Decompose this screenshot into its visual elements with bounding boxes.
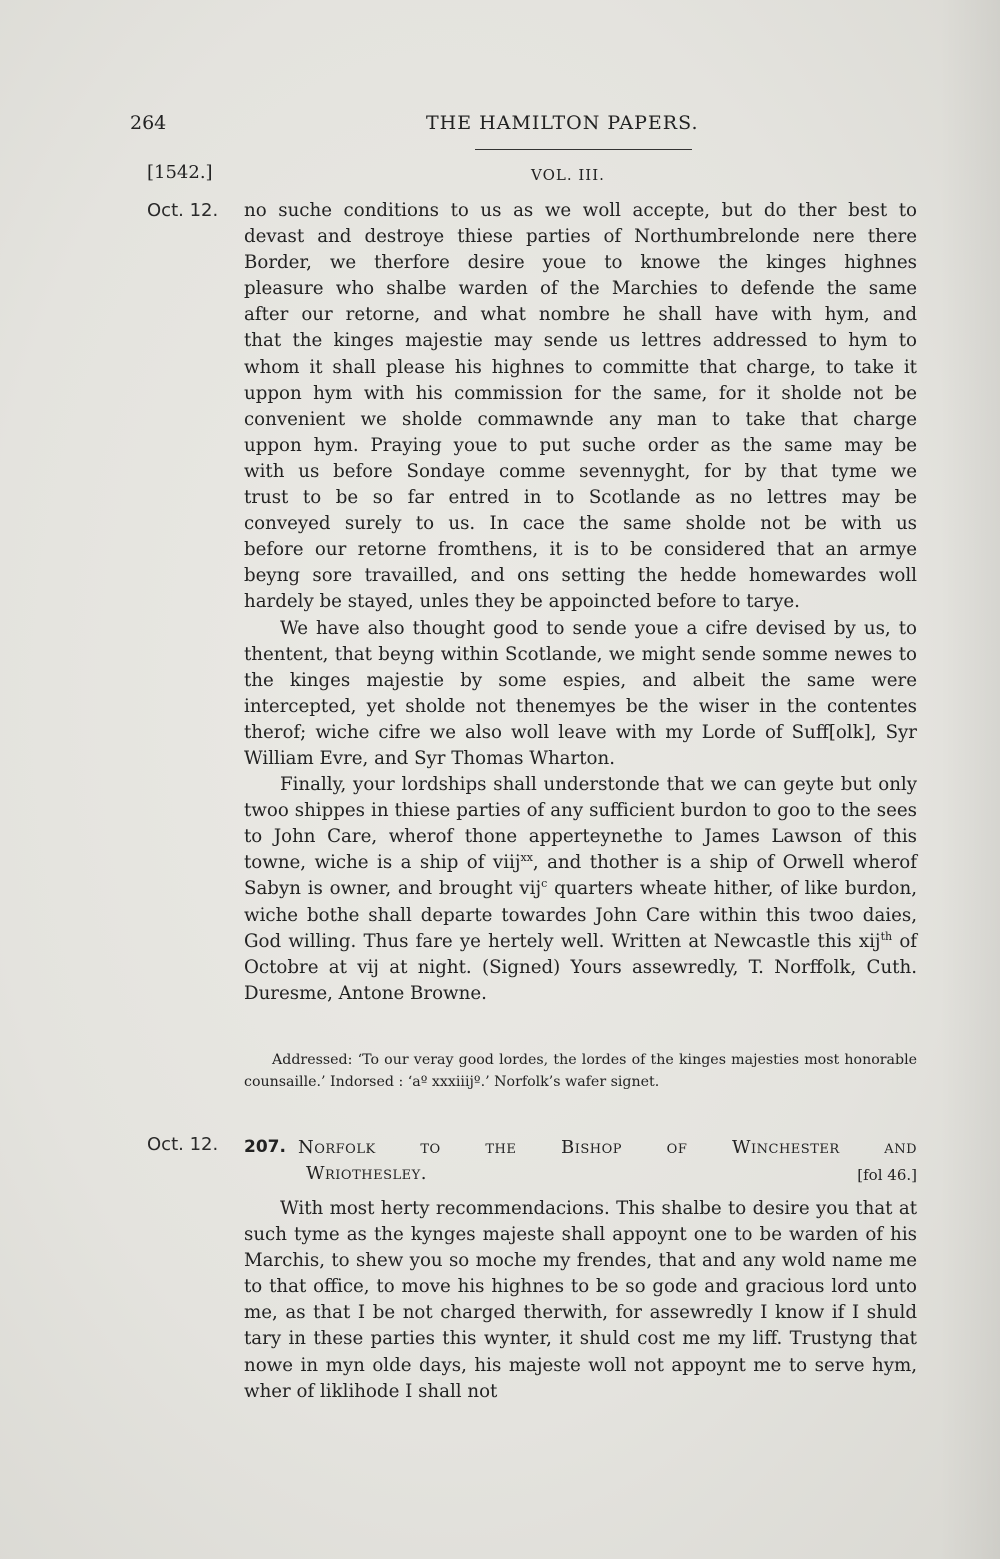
entry-title-line2: Wriothesley. <box>306 1163 427 1184</box>
volume-label: VOL. III. <box>531 166 605 184</box>
text-line: Border, we therfore desire youe to knowe the kinges highnes <box>244 252 917 274</box>
text-line: pleasure who shalbe warden of the Marchies to defende the same <box>244 278 917 300</box>
text-line: beyng sore travailled, and ons setting the hedde homewardes woll <box>244 565 917 587</box>
year-marker: [1542.] <box>147 162 213 183</box>
page-gutter-shadow <box>940 0 1000 1559</box>
text-line: no suche conditions to us as we woll accepte, but do ther best to <box>244 200 917 221</box>
address-text: Addressed: ‘To our veray good lordes, the lordes of the kinges majesties most honorable counsaille.’ Indorsed : ‘aº xxxiiijº.’ Norfolk’s wafer signet. <box>244 1052 917 1090</box>
entry-number: 207. <box>244 1137 286 1157</box>
text-line: uppon hym. Praying youe to put suche order as the same may be <box>244 434 917 456</box>
text-line: that the kinges majestie may sende us lettres addressed to hym to <box>244 330 917 352</box>
superscript: xx <box>520 851 533 865</box>
letter-body-2 <box>244 1196 917 1405</box>
heading-line-1 <box>244 1137 917 1158</box>
para-segment: Finally, your lordships shall understonde that we can geyte but only twoo shippes in thiese parties of any sufficient burdon to goo to the sees to John Care, wherof thone apperteynethe to James Lawson of this towne, wiche is a ship of viij <box>244 774 917 874</box>
folio-reference: [fol 46.] <box>857 1166 917 1184</box>
text-line: before our retorne fromthens, it is to be considered that an armye <box>244 539 917 561</box>
para-segment: , and thother is a ship of Orwell wherof Sabyn is owner, and brought vij <box>244 852 917 900</box>
header-rule <box>475 149 692 150</box>
text-line: trust to be so far entred in to Scotlande as no lettres may be <box>244 487 917 509</box>
superscript: th <box>880 929 893 943</box>
address-note <box>244 1049 917 1093</box>
text-line: convenient we sholde commawnde any man to take that charge <box>244 408 917 430</box>
margin-date-2: Oct. 12. <box>147 1134 219 1155</box>
page-header <box>130 112 920 142</box>
paragraph-finally <box>244 772 917 1007</box>
text-line: uppon hym with his commission for the same, for it sholde not be <box>244 382 917 404</box>
page-number: 264 <box>130 112 167 134</box>
entry-title-line1: Norfolk to the Bishop of Winchester and <box>297 1137 917 1158</box>
text-line: with us before Sondaye comme sevennyght, for by that tyme we <box>244 460 917 482</box>
margin-date-1: Oct. 12. <box>147 200 219 221</box>
running-title: THE HAMILTON PAPERS. <box>426 112 699 134</box>
text-line: devast and destroye thiese parties of Northumbrelonde nere there <box>244 226 917 248</box>
text-line: conveyed surely to us. In cace the same sholde not be with us <box>244 513 917 535</box>
text-line: hardely be stayed, unles they be appoincted before to tarye. <box>244 591 800 613</box>
letter-body-1 <box>244 198 917 1007</box>
superscript: c <box>541 877 548 891</box>
para-segment: of Octobre at vij at night. (Signed) Yours assewredly, T. Norffolk, Cuth. Duresme, Antone Browne. <box>244 930 917 1004</box>
paragraph-recommendations: With most herty recommendacions. This shalbe to desire you that at such tyme as the kynges majeste shall appoynt one to be warden of his Marchis, to shew you so moche my frendes, that and any wold name me to that office, to move his highnes to be so gode and gracious lord unto me, as that I be not charged therwith, for assewredly I know if I shuld tary in these parties this wynter, it shuld cost me my liff. Trustyng that nowe in myn olde days, his majeste woll not appoynt me to serve hym, wher of liklihode I shall not <box>244 1198 917 1402</box>
text-line: after our retorne, and what nombre he shall have with hym, and <box>244 304 917 326</box>
para-segment: quarters wheate hither, of like burdon, wiche bothe shall departe towardes John Care within this twoo daies, God willing. Thus fare ye hertely well. Written at Newcastle this xij <box>244 878 918 952</box>
text-line: whom it shall please his highnes to committe that charge, to take it <box>244 356 917 378</box>
paragraph-cipher: We have also thought good to sende youe a cifre devised by us, to thentent, that beyng within Scotlande, we might sende somme newes to the kinges majestie by some espies, and albeit the same were intercepted, yet sholde not thenemyes be the wiser in the contentes therof; wiche cifre we also woll leave with my Lorde of Suff[olk], Syr William Evre, and Syr Thomas Wharton. <box>244 617 917 769</box>
